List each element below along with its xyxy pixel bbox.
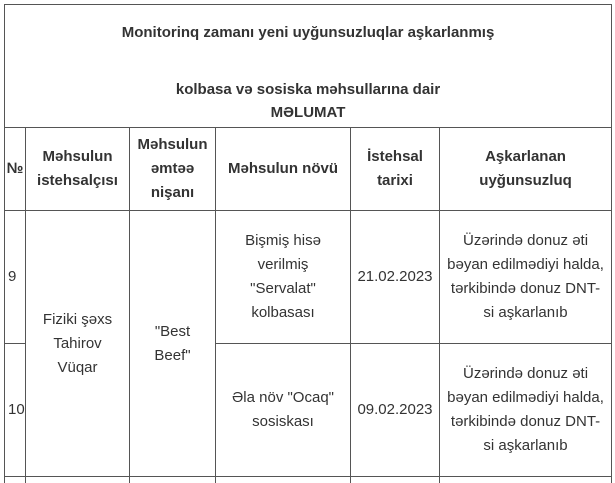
header-product-type: Məhsulun növü xyxy=(216,128,351,211)
header-trademark: Məhsulun əmtəə nişanı xyxy=(130,128,216,211)
row-number: 9 xyxy=(5,211,26,344)
title-line-3: MƏLUMAT xyxy=(5,103,611,123)
header-nonconformity: Aşkarlanan uyğunsuzluq xyxy=(440,128,612,211)
product-type-cell: Əla növ "Ocaq" sosiskası xyxy=(216,344,351,477)
table-row-partial xyxy=(5,477,612,483)
table-row xyxy=(5,211,612,344)
nonconformity-table xyxy=(4,4,612,483)
row-number: 10 xyxy=(5,344,26,477)
title-line-1: Monitorinq zamanı yeni uyğunsuzluqlar aşkarlanmış xyxy=(5,23,611,43)
title-line-2: kolbasa və sosiska məhsullarına dair xyxy=(5,80,611,100)
production-date-cell: 21.02.2023 xyxy=(351,211,440,344)
header-producer: Məhsulun istehsalçısı xyxy=(26,128,130,211)
producer-cell: Fiziki şəxs Tahirov Vüqar xyxy=(26,211,130,477)
trademark-cell: "Best Beef" xyxy=(130,211,216,477)
header-production-date: İstehsal tarixi xyxy=(351,128,440,211)
nonconformity-cell: Üzərində donuz əti bəyan edilmədiyi halda, tərkibində donuz DNT-si aşkarlanıb xyxy=(440,344,612,477)
product-type-cell: Bişmiş hisə verilmiş "Servalat" kolbasası xyxy=(216,211,351,344)
header-no: № xyxy=(5,128,26,211)
production-date-cell: 09.02.2023 xyxy=(351,344,440,477)
nonconformity-cell: Üzərində donuz əti bəyan edilmədiyi halda, tərkibində donuz DNT-si aşkarlanıb xyxy=(440,211,612,344)
table-title xyxy=(5,5,612,128)
